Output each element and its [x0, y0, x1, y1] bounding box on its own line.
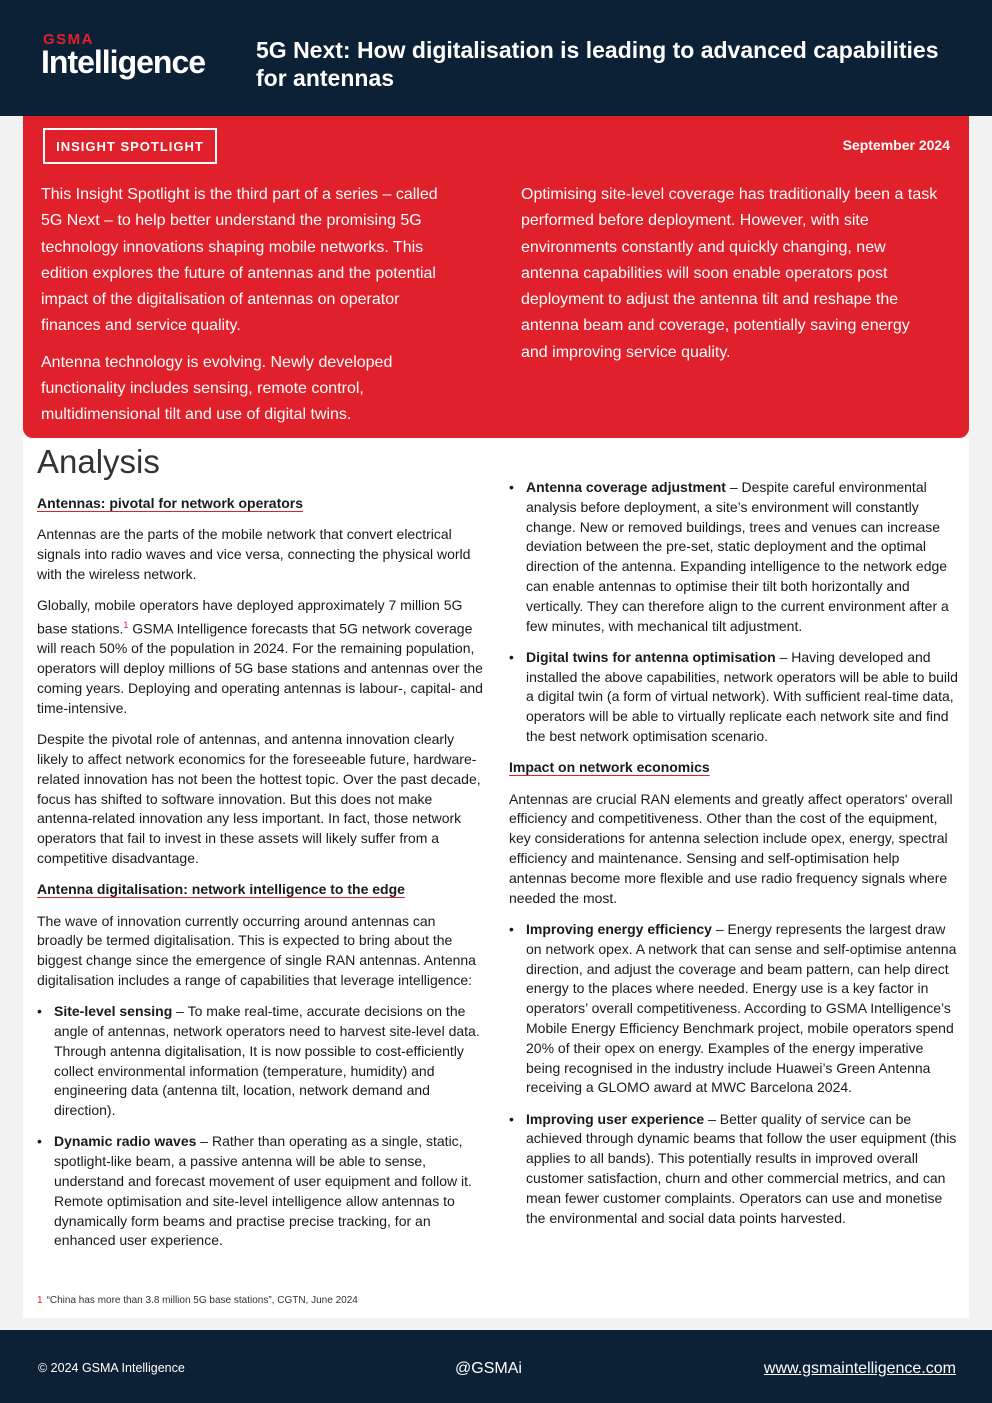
analysis-section	[23, 438, 969, 1318]
bullet-item: • Dynamic radio waves – Rather than operating as a single, static, spotlight-like beam, a passive antenna will be able to sense, understand and forecast movement of user equipment and follow it. Remote optimisation and site-level intelligence allow antennas to dynamically form beams and practise precise tracking, for an enhanced user experience.	[37, 1133, 472, 1249]
right-text-column	[509, 478, 959, 1240]
hero-paragraph: Optimising site-level coverage has traditionally been a task performed before deployment. However, with site environments constantly and quickly changing, new antenna capabilities will soon enable operators post deployment to adjust the antenna tilt and reshape the antenna beam and coverage, potentially saving energy and improving service quality.	[521, 186, 938, 361]
footnote-reference[interactable]: 1	[123, 619, 129, 630]
insight-spotlight-panel	[23, 116, 969, 438]
page-footer	[0, 1330, 992, 1403]
bullet-icon: •	[37, 1133, 42, 1150]
social-handle: @GSMAi	[455, 1360, 522, 1377]
hero-right-column	[521, 182, 939, 366]
bullet-icon: •	[509, 648, 514, 665]
section-subheading: Antennas: pivotal for network operators	[37, 495, 304, 511]
website-link[interactable]: www.gsmaintelligence.com	[763, 1360, 956, 1377]
bullet-item: • Digital twins for antenna optimisation – Having developed and installed the above capabilities, network operators will be able to build a digital twin (a form of virtual network). With sufficient real-time data, operators will be able to virtually replicate each network site and find the best network optimisation scenario.	[509, 648, 958, 745]
intelligence-logo-wordmark: Intelligence	[41, 44, 206, 80]
insight-spotlight-badge: INSIGHT SPOTLIGHT	[43, 128, 217, 164]
footnote-text: “China has more than 3.8 million 5G base stations”, CGTN, June 2024	[46, 1295, 358, 1306]
bullet-item: • Site-level sensing – To make real-time, accurate decisions on the angle of antennas, network operators need to harvest site-level data. Through antenna digitalisation, It is now possible to cost-efficiently collect environmental information (temperature, humidity) and engineering data (antenna tilt, location, network demand and direction).	[37, 1003, 480, 1119]
gsma-logo-wordmark: GSMA	[43, 31, 94, 48]
bullet-item: • Improving user experience – Better quality of service can be achieved through dynamic beams that follow the user equipment (this applies to all bands). This potentially results in improved overall customer satisfaction, churn and other commercial metrics, and can mean fewer customer complaints. Operators can use and monetise the environmental and social data points harvested.	[509, 1110, 957, 1226]
bullet-item: • Antenna coverage adjustment – Despite careful environmental analysis before deployment, a site’s environment will constantly change. New or removed buildings, trees and venues can increase deviation between the pre-set, static deployment and the optimal direction of the antenna. Expanding intelligence to the network edge can enable antennas to optimise their tilt both horizontally and vertically. They can therefore align to the current environment after a few minutes, with mechanical tilt adjustment.	[509, 479, 949, 634]
section-subheading: Impact on network economics	[509, 759, 710, 776]
body-paragraph: Despite the pivotal role of antennas, and antenna innovation clearly likely to affect network economics for the foreseeable future, hardware-related innovation has not been the hottest topic. Over the past decade, focus has shifted to software innovation. But this does not make antenna-related innovation any less important. In fact, those network operators that fail to invest in these assets will likely suffer from a competitive disadvantage.	[37, 731, 481, 866]
bullet-icon: •	[509, 479, 514, 495]
page-header	[0, 0, 992, 116]
body-paragraph: Antennas are crucial RAN elements and greatly affect operators' overall efficiency and competitiveness. Other than the cost of the equipment, key considerations for antenna selection include opex, energy, spectral efficiency and maintenance. Sensing and self-optimisation help antennas become more flexible and use radio frequency signals where needed the most.	[509, 790, 953, 906]
bullet-icon: •	[509, 1110, 514, 1127]
section-subheading: Antenna digitalisation: network intelligence to the edge	[37, 881, 405, 898]
bullet-icon: •	[37, 1003, 42, 1020]
body-paragraph: The wave of innovation currently occurring around antennas can broadly be termed digitalisation. This is expected to bring about the biggest change since the emergence of single RAN antennas. Antenna digitalisation includes a range of capabilities that leverage intelligence:	[37, 912, 476, 988]
bullet-icon: •	[509, 920, 514, 937]
body-paragraph: Antennas are the parts of the mobile network that convert electrical signals into radio waves and vice versa, connecting the physical world with the wireless network.	[37, 526, 471, 582]
footnote-number: 1	[37, 1295, 43, 1306]
document-title: 5G Next: How digitalisation is leading to advanced capabilities for antennas	[256, 37, 939, 91]
hero-paragraph: Antenna technology is evolving. Newly developed functionality includes sensing, remote control, multidimensional tilt and use of digital twins.	[41, 353, 393, 424]
hero-paragraph: This Insight Spotlight is the third part of a series – called 5G Next – to help better understand the promising 5G technology innovations shaping mobile networks. This edition explores the future of antennas and the potential impact of the digitalisation of antennas on operator finances and service quality.	[41, 186, 438, 335]
analysis-heading: Analysis	[37, 443, 160, 480]
bullet-item: • Improving energy efficiency – Energy represents the largest draw on network opex. A network that can sense and self-optimise antenna direction, and adjust the coverage and beam pattern, can help direct energy to the places where needed. Energy use is a key factor in operators’ overall competitiveness. According to GSMA Intelligence’s Mobile Energy Efficiency Benchmark project, mobile operators spend 20% of their opex on energy. Examples of the energy imperative being recognised in the industry include Huawei’s Green Antenna receiving a GLOMO award at MWC Barcelona 2024.	[509, 920, 957, 1096]
copyright-text: © 2024 GSMA Intelligence	[38, 1361, 185, 1375]
hero-left-column	[41, 182, 459, 429]
footnote	[37, 1295, 358, 1306]
publication-date: September 2024	[842, 137, 950, 153]
body-paragraph: Globally, mobile operators have deployed approximately 7 million 5G base stations.$^1$ GSMA Intelligence forecasts that 5G network coverage will reach 50% of the population in 2024. For the remaining population, operators will deploy millions of 5G base stations and antennas over the coming years. Deploying and operating antennas is labour-, capital- and time-intensive.	[37, 597, 483, 716]
left-text-column	[37, 494, 485, 1263]
